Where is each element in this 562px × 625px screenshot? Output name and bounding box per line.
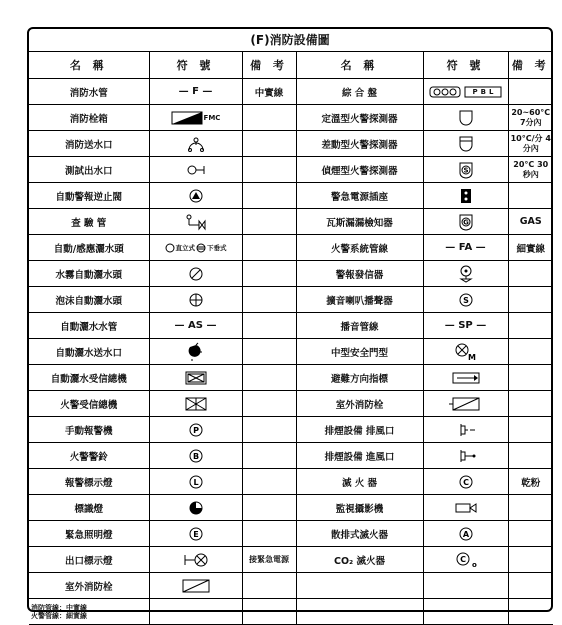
item-note bbox=[242, 131, 296, 157]
item-note bbox=[242, 573, 296, 599]
co2-extinguisher-icon bbox=[426, 547, 506, 572]
exhaust-port-icon bbox=[426, 417, 506, 442]
sprinkler-inlet-icon bbox=[152, 339, 240, 364]
manual-station-icon bbox=[152, 417, 240, 442]
item-note bbox=[242, 521, 296, 547]
item-note: 中實線 bbox=[242, 79, 296, 105]
table-row bbox=[29, 339, 553, 365]
item-name: 散排式滅火器 bbox=[296, 521, 423, 547]
svg-text:M: M bbox=[467, 352, 476, 362]
item-note bbox=[242, 417, 296, 443]
item-note: 乾粉 bbox=[508, 469, 553, 495]
extinguisher-icon bbox=[426, 469, 506, 494]
item-note bbox=[508, 261, 553, 287]
siamese-connection-icon bbox=[152, 131, 240, 156]
smoke-detector-icon bbox=[426, 157, 506, 182]
alarm-transmitter-icon bbox=[426, 261, 506, 286]
evacuation-sign-icon bbox=[426, 365, 506, 390]
item-name: 中型安全門型 bbox=[296, 339, 423, 365]
gas-detector-icon bbox=[426, 209, 506, 234]
table-row bbox=[29, 495, 553, 521]
header-note: 備 考 bbox=[508, 52, 553, 79]
safety-door-icon bbox=[426, 339, 506, 364]
item-note bbox=[508, 79, 553, 105]
item-name: 排煙設備 排風口 bbox=[296, 417, 423, 443]
item-name: 警報發信器 bbox=[296, 261, 423, 287]
inspection-pipe-icon bbox=[152, 209, 240, 234]
item-note bbox=[242, 365, 296, 391]
header-symbol: 符 號 bbox=[423, 52, 508, 79]
item-note bbox=[242, 443, 296, 469]
item-note: 20°C 30秒內 bbox=[508, 157, 553, 183]
item-note bbox=[508, 547, 553, 573]
item-name: 排煙設備 進風口 bbox=[296, 443, 423, 469]
item-name: 監視攝影機 bbox=[296, 495, 423, 521]
table-row bbox=[29, 521, 553, 547]
item-note bbox=[242, 313, 296, 339]
header-symbol: 符 號 bbox=[149, 52, 242, 79]
svg-text:S: S bbox=[462, 166, 469, 174]
item-name bbox=[296, 573, 423, 599]
item-note bbox=[242, 209, 296, 235]
item-note bbox=[508, 495, 553, 521]
item-name: 水霧自動灑水頭 bbox=[29, 261, 149, 287]
item-name: 查 驗 管 bbox=[29, 209, 149, 235]
svg-text:B: B bbox=[192, 451, 199, 461]
item-name: CO₂ 滅火器 bbox=[296, 547, 423, 573]
item-name: 手動報警機 bbox=[29, 417, 149, 443]
speaker-icon bbox=[426, 287, 506, 312]
item-name: 定溫型火警探測器 bbox=[296, 105, 423, 131]
heat-detector-icon bbox=[426, 105, 506, 130]
item-note bbox=[508, 521, 553, 547]
item-note: GAS bbox=[508, 209, 553, 235]
item-note: 細實線 bbox=[508, 235, 553, 261]
alarm-panel-icon bbox=[152, 391, 240, 416]
item-name: 室外消防栓 bbox=[29, 573, 149, 599]
header-note: 備 考 bbox=[242, 52, 296, 79]
item-name: 差動型火警探測器 bbox=[296, 131, 423, 157]
item-name: 自動/感應灑水頭 bbox=[29, 235, 149, 261]
table-row bbox=[29, 313, 553, 339]
item-note bbox=[242, 261, 296, 287]
outdoor-hydrant-icon bbox=[152, 573, 240, 598]
table-row bbox=[29, 573, 553, 599]
pipe-line-symbol: — FA — bbox=[445, 242, 486, 253]
item-name: 偵煙型火警探測器 bbox=[296, 157, 423, 183]
svg-text:P: P bbox=[192, 425, 199, 435]
indicator-lamp-icon bbox=[152, 469, 240, 494]
item-name: 自動灑水水管 bbox=[29, 313, 149, 339]
item-name: 報警標示燈 bbox=[29, 469, 149, 495]
sign-light-icon bbox=[152, 495, 240, 520]
table-row bbox=[29, 105, 553, 131]
item-name: 滅 火 器 bbox=[296, 469, 423, 495]
item-note bbox=[242, 287, 296, 313]
header-name: 名 稱 bbox=[29, 52, 149, 79]
item-note bbox=[508, 365, 553, 391]
exit-sign-icon bbox=[152, 547, 240, 572]
item-name: 自動灑水送水口 bbox=[29, 339, 149, 365]
intake-port-icon bbox=[426, 443, 506, 468]
table-row bbox=[29, 183, 553, 209]
item-name: 測試出水口 bbox=[29, 157, 149, 183]
item-note: 接緊急電源 bbox=[242, 547, 296, 573]
svg-text:E: E bbox=[192, 529, 199, 539]
item-name: 消防栓箱 bbox=[29, 105, 149, 131]
table-row bbox=[29, 469, 553, 495]
item-note bbox=[242, 183, 296, 209]
svg-text:G: G bbox=[462, 218, 469, 226]
item-name: 緊急照明燈 bbox=[29, 521, 149, 547]
item-note bbox=[242, 391, 296, 417]
table-row bbox=[29, 287, 553, 313]
item-note bbox=[242, 157, 296, 183]
header-name: 名 稱 bbox=[296, 52, 423, 79]
table-row bbox=[29, 547, 553, 573]
header-row bbox=[29, 52, 553, 79]
item-note bbox=[508, 313, 553, 339]
item-note bbox=[508, 417, 553, 443]
item-note bbox=[242, 495, 296, 521]
item-name: 消防水管 bbox=[29, 79, 149, 105]
water-spray-head-icon bbox=[152, 261, 240, 286]
bell-icon bbox=[152, 443, 240, 468]
item-name: 室外消防栓 bbox=[296, 391, 423, 417]
table-row bbox=[29, 417, 553, 443]
item-note: 10°C/分 4分內 bbox=[508, 131, 553, 157]
emergency-outlet-icon bbox=[426, 183, 506, 208]
item-name: 泡沫自動灑水頭 bbox=[29, 287, 149, 313]
item-note bbox=[242, 469, 296, 495]
table-row bbox=[29, 391, 553, 417]
sprinkler-head-symbol: 直立式 下垂式 bbox=[152, 235, 240, 260]
dispersed-extinguisher-icon bbox=[426, 521, 506, 546]
item-name: 出口標示燈 bbox=[29, 547, 149, 573]
item-name: 避難方向指標 bbox=[296, 365, 423, 391]
foam-head-icon bbox=[152, 287, 240, 312]
pipe-line-symbol: — AS — bbox=[174, 320, 217, 331]
item-name: 火警受信總機 bbox=[29, 391, 149, 417]
item-note bbox=[508, 183, 553, 209]
svg-text:C: C bbox=[459, 554, 466, 564]
item-name: 綜 合 盤 bbox=[296, 79, 423, 105]
table-row bbox=[29, 209, 553, 235]
table-row bbox=[29, 79, 553, 105]
item-name: 自動警報逆止閥 bbox=[29, 183, 149, 209]
item-name: 火警系統管線 bbox=[296, 235, 423, 261]
item-note: 20~60°C 7分內 bbox=[508, 105, 553, 131]
footnote: 消防管線：中實線 火警管線：細實線 bbox=[29, 599, 149, 625]
emergency-light-icon bbox=[152, 521, 240, 546]
pipe-line-symbol: — SP — bbox=[444, 320, 487, 331]
alarm-check-valve-icon bbox=[152, 183, 240, 208]
svg-text:A: A bbox=[462, 529, 469, 539]
item-name: 瓦斯漏漏檢知器 bbox=[296, 209, 423, 235]
svg-text:C: C bbox=[462, 477, 469, 487]
item-note bbox=[508, 443, 553, 469]
item-note bbox=[508, 339, 553, 365]
panel-label: PBL bbox=[472, 87, 497, 96]
svg-text:L: L bbox=[192, 477, 199, 487]
item-name: 警急電源插座 bbox=[296, 183, 423, 209]
legend-table bbox=[29, 52, 553, 625]
item-note bbox=[508, 391, 553, 417]
panel-symbol bbox=[426, 79, 506, 104]
outdoor-hydrant-icon bbox=[426, 391, 506, 416]
item-name: 擴音喇叭播聲器 bbox=[296, 287, 423, 313]
item-note bbox=[242, 235, 296, 261]
receiver-panel-icon bbox=[152, 365, 240, 390]
hose-cabinet-icon: FMC bbox=[152, 105, 240, 130]
rate-detector-icon bbox=[426, 131, 506, 156]
table-row bbox=[29, 131, 553, 157]
legend-frame bbox=[27, 27, 553, 620]
table-row bbox=[29, 157, 553, 183]
table-row bbox=[29, 261, 553, 287]
table-row bbox=[29, 443, 553, 469]
item-name: 自動灑水受信總機 bbox=[29, 365, 149, 391]
item-note bbox=[508, 573, 553, 599]
svg-text:S: S bbox=[462, 295, 469, 305]
item-note bbox=[242, 339, 296, 365]
pipe-line-symbol: — F — bbox=[178, 86, 213, 97]
camera-icon bbox=[426, 495, 506, 520]
item-name: 標識燈 bbox=[29, 495, 149, 521]
table-row bbox=[29, 365, 553, 391]
table-row bbox=[29, 235, 553, 261]
item-name: 消防送水口 bbox=[29, 131, 149, 157]
footnote-row bbox=[29, 599, 553, 625]
page-title: (F)消防設備圖 bbox=[29, 29, 551, 52]
item-name: 播音管線 bbox=[296, 313, 423, 339]
svg-text:o: o bbox=[471, 560, 477, 569]
item-name: 火警警鈴 bbox=[29, 443, 149, 469]
item-note bbox=[242, 105, 296, 131]
test-outlet-icon bbox=[152, 157, 240, 182]
item-note bbox=[508, 287, 553, 313]
